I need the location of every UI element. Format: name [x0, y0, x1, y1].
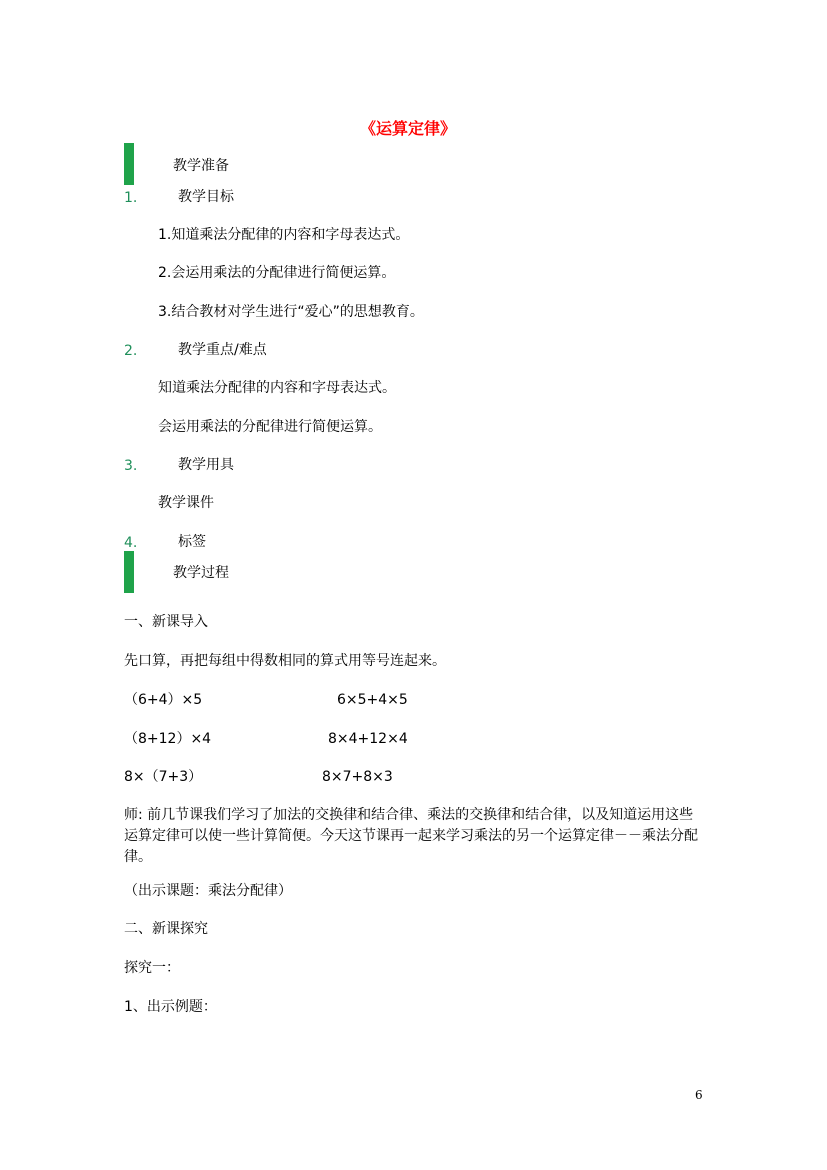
page-title: 《运算定律》 [360, 119, 457, 138]
goal-item: 3.结合教材对学生进行“爱心”的思想教育。 [158, 304, 424, 320]
intro-text: 先口算，再把每组中得数相同的算式用等号连起来。 [124, 653, 446, 669]
page-number: 6 [695, 1088, 703, 1102]
item-number-4: 4. [124, 535, 138, 551]
explore-heading: 二、新课探究 [124, 921, 208, 937]
goal-item: 2.会运用乘法的分配律进行简便运算。 [158, 265, 396, 281]
intro-heading: 一、新课导入 [124, 614, 208, 630]
section-bar-prep [124, 143, 134, 185]
item-label-goals: 教学目标 [178, 189, 234, 205]
expression-left: 8×（7+3） [124, 769, 203, 785]
item-number-3: 3. [124, 458, 138, 474]
item-number-2: 2. [124, 343, 138, 359]
explore-one: 探究一： [124, 960, 180, 976]
section-bar-process [124, 551, 134, 593]
tools-text: 教学课件 [158, 495, 214, 511]
item-number-1: 1. [124, 190, 138, 206]
section-heading-process: 教学过程 [173, 565, 229, 581]
item-label-tags: 标签 [178, 534, 206, 550]
key-point: 会运用乘法的分配律进行简便运算。 [158, 419, 382, 435]
expression-left: （8+12）×4 [124, 731, 212, 747]
section-heading-prep: 教学准备 [173, 158, 229, 174]
item-label-tools: 教学用具 [178, 457, 234, 473]
teacher-paragraph: 师: 前几节课我们学习了加法的交换律和结合律、乘法的交换律和结合律，以及知道运用这些运算定律可以使一些计算简便。今天这节课再一起来学习乘法的另一个运算定律－－乘法分配律。 [124, 807, 698, 865]
expression-right: 6×5+4×5 [337, 692, 408, 708]
key-point: 知道乘法分配律的内容和字母表达式。 [158, 380, 396, 396]
example-label: 1、出示例题： [124, 999, 217, 1015]
expression-right: 8×7+8×3 [322, 769, 393, 785]
goal-item: 1.知道乘法分配律的内容和字母表达式。 [158, 227, 410, 243]
expression-right: 8×4+12×4 [328, 731, 408, 747]
expression-left: （6+4）×5 [124, 692, 203, 708]
item-label-keypoints: 教学重点/难点 [178, 342, 267, 358]
lesson-topic: （出示课题：乘法分配律） [124, 883, 292, 899]
